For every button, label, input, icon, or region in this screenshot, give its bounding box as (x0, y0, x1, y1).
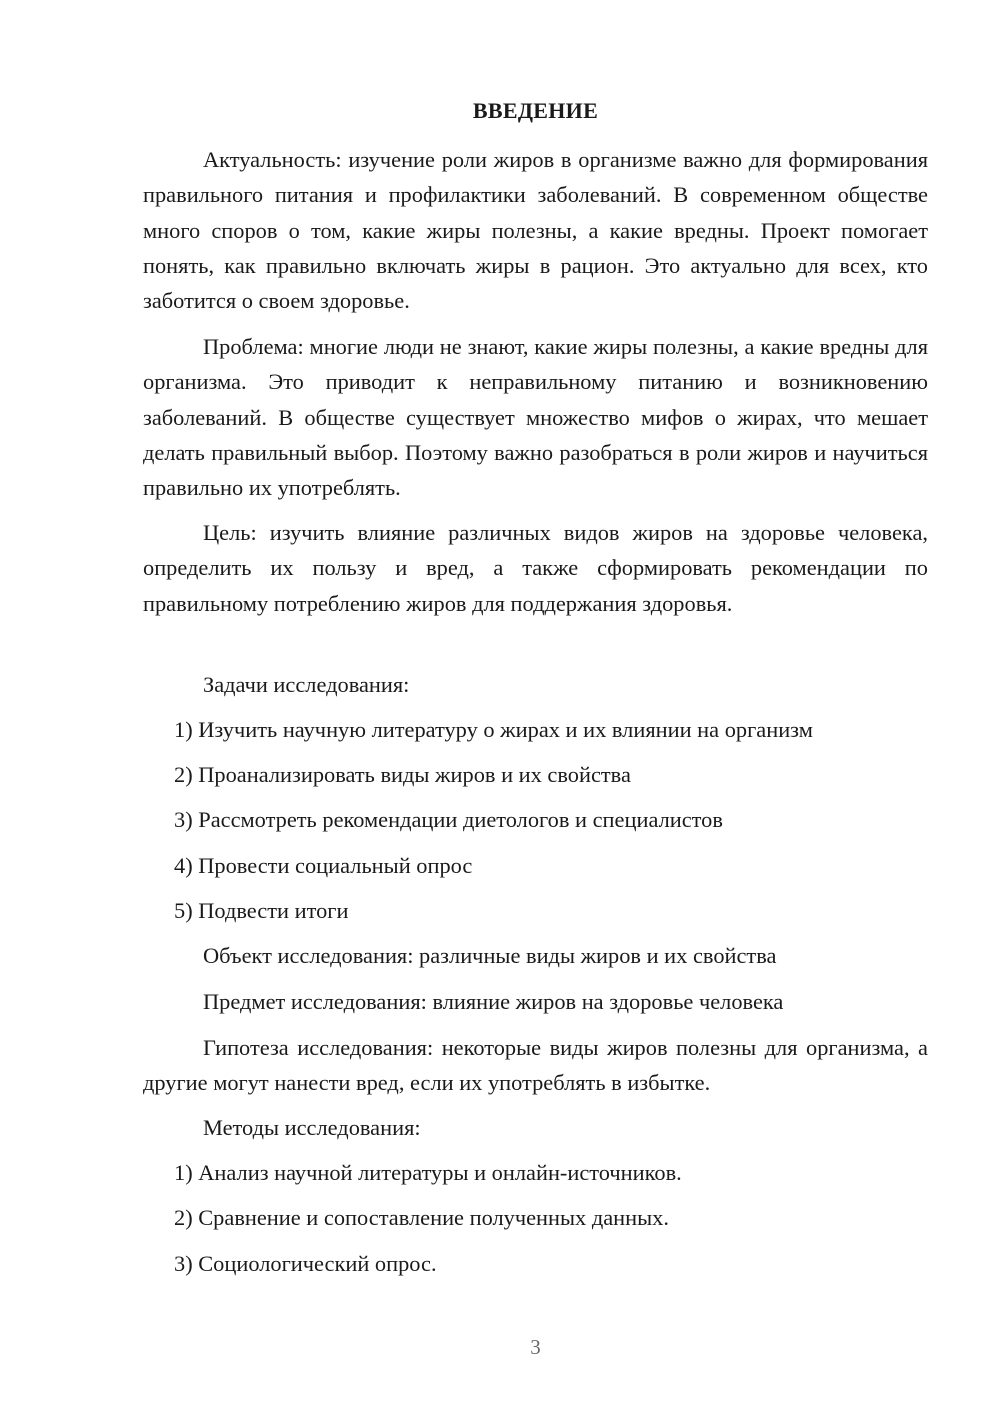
list-item: 2) Сравнение и сопоставление полученных данных. (174, 1205, 669, 1230)
tasks-heading: Задачи исследования: (203, 672, 410, 697)
page-title: ВВЕДЕНИЕ (472, 98, 599, 123)
object-line: Объект исследования: различные виды жиров и их свойства (203, 943, 777, 968)
goal-paragraph: Цель: изучить влияние различных видов жиров на здоровье человека, определить их пользу и вред, а также сформировать рекомендации по правильному потреблению жиров для поддержания здоровья. (143, 520, 928, 616)
list-item: 2) Проанализировать виды жиров и их свойства (174, 762, 631, 787)
list-item: 3) Социологический опрос. (174, 1251, 437, 1276)
list-item: 1) Изучить научную литературу о жирах и их влиянии на организм (174, 717, 813, 742)
relevance-paragraph: Актуальность: изучение роли жиров в организме важно для формирования правильного питания и профилактики заболеваний. В современном обществе много споров о том, какие жиры полезны, а какие вредны. Проект помогает понять, как правильно включать жиры в рацион. Это актуально для всех, кто заботится о своем здоровье. (143, 147, 928, 314)
page-number: 3 (530, 1335, 541, 1359)
document-page (143, 0, 928, 1414)
list-item: 4) Провести социальный опрос (174, 853, 473, 878)
problem-paragraph: Проблема: многие люди не знают, какие жиры полезны, а какие вредны для организма. Это приводит к неправильному питанию и возникновению заболеваний. В обществе существует множество мифов о жирах, что мешает делать правильный выбор. Поэтому важно разобраться в роли жиров и научиться правильно их употреблять. (143, 334, 928, 501)
subject-line: Предмет исследования: влияние жиров на здоровье человека (203, 989, 784, 1014)
list-item: 1) Анализ научной литературы и онлайн-источников. (174, 1160, 682, 1185)
list-item: 3) Рассмотреть рекомендации диетологов и специалистов (174, 807, 723, 832)
list-item: 5) Подвести итоги (174, 898, 349, 923)
methods-heading: Методы исследования: (203, 1115, 421, 1140)
hypothesis-paragraph: Гипотеза исследования: некоторые виды жиров полезны для организма, а другие могут нанести вред, если их употреблять в избытке. (143, 1035, 928, 1096)
